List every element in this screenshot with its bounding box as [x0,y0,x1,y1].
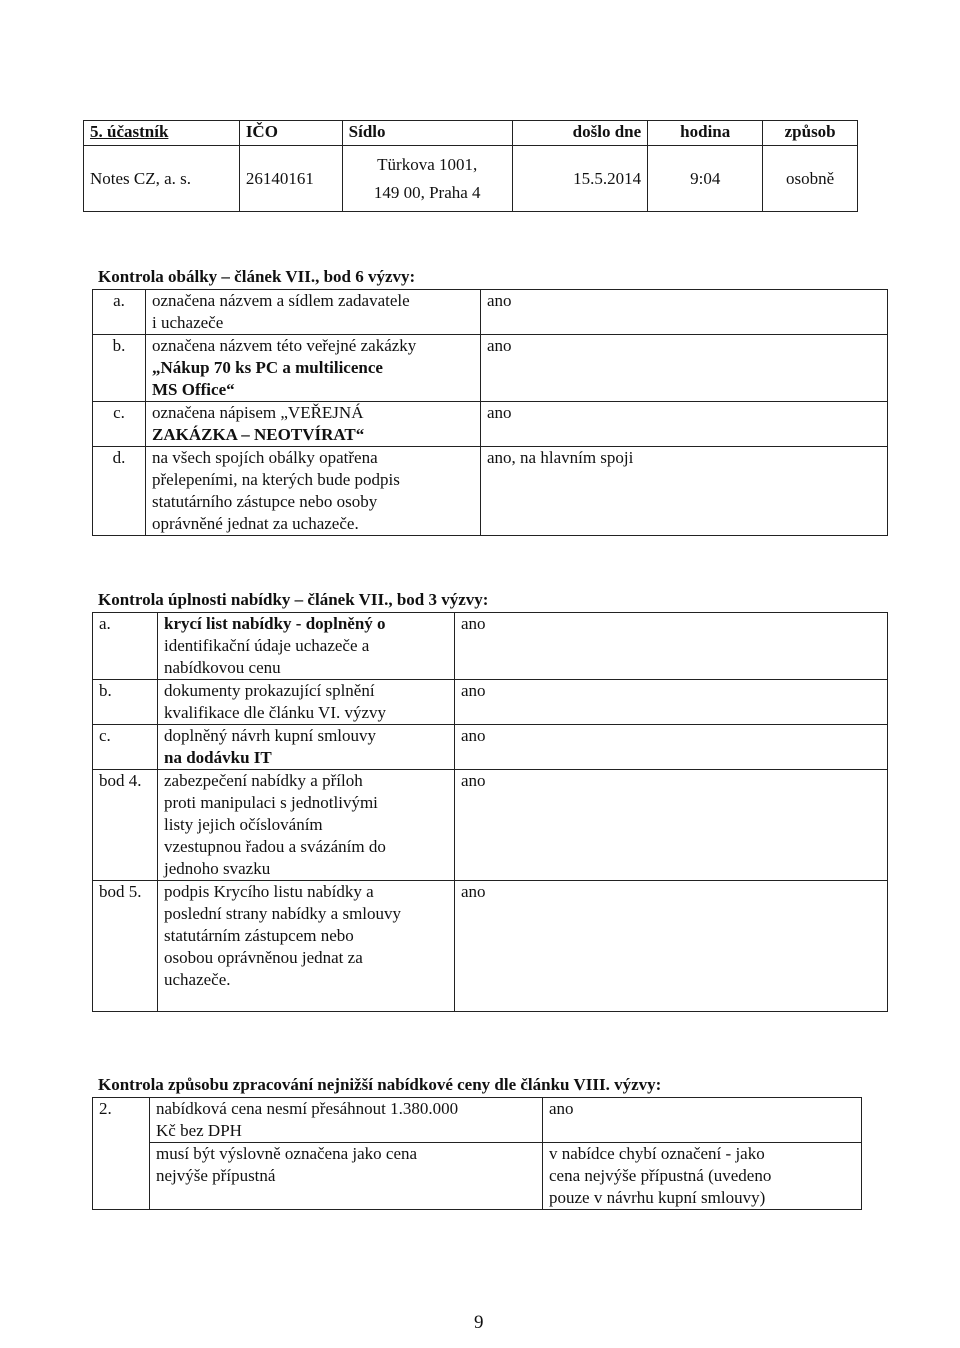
row-label: a. [93,290,146,335]
row-text-line: musí být výslovně označena jako cena [156,1144,418,1163]
row-text-line: označena názvem této veřejné zakázky [152,336,417,355]
row-text-line: kvalifikace dle článku VI. výzvy [164,703,387,722]
envelope-check-table [92,289,888,536]
row-text-line: ZAKÁZKA – NEOTVÍRAT“ [152,425,365,444]
row-text-line: poslední strany nabídky a smlouvy [164,904,402,923]
table-row [93,290,888,335]
row-label: b. [93,680,158,725]
participant-method: osobně [763,146,858,212]
row-text [158,725,455,770]
header-received-date: došlo dne [512,121,647,146]
row-text-line: jednoho svazku [164,859,271,878]
row-label: c. [93,402,146,447]
row-text-line: uchazeče. [164,970,231,989]
row-value: ano [481,402,888,447]
header-seat: Sídlo [342,121,512,146]
participant-ico: 26140161 [239,146,342,212]
participant-time: 9:04 [648,146,763,212]
price-check-title: Kontrola způsobu zpracování nejnižší nabídkové ceny dle článku VIII. výzvy: [98,1075,662,1094]
row-text-line: oprávněné jednat za uchazeče. [152,514,359,533]
row-text-line: podpis Krycího listu nabídky a [164,882,374,901]
table-row [93,447,888,536]
row-text-line: krycí list nabídky - doplněný o [164,614,386,633]
row-value: ano, na hlavním spoji [481,447,888,536]
row-value: ano [455,725,888,770]
row-value-line: pouze v návrhu kupní smlouvy) [549,1188,766,1207]
row-text-line: MS Office“ [152,380,235,399]
completeness-check-table [92,612,888,1012]
header-ico: IČO [239,121,342,146]
row-text-line: listy jejich očíslováním [164,815,323,834]
row-text-line: statutárním zástupcem nebo [164,926,354,945]
row-text-line: osobou oprávněnou jednat za [164,948,363,967]
table-row [93,725,888,770]
row-text-line: Kč bez DPH [156,1121,242,1140]
page-number: 9 [474,1312,484,1333]
table-row [93,1143,862,1210]
table-row [93,770,888,881]
row-value: ano [455,881,888,1012]
participant-address [342,146,512,212]
row-text [146,290,481,335]
row-text [150,1143,543,1210]
row-text-line: dokumenty prokazující splnění [164,681,375,700]
row-value: ano [481,335,888,402]
price-check-table [92,1097,862,1210]
header-hour: hodina [648,121,763,146]
row-text-line: na dodávku IT [164,748,272,767]
row-value: ano [455,613,888,680]
row-text-line: nejvýše přípustná [156,1166,276,1185]
participant-table [83,120,858,212]
row-text-line: označena názvem a sídlem zadavatele [152,291,410,310]
row-text [150,1098,543,1143]
row-text-line: nabídkovou cenu [164,658,281,677]
row-text [158,613,455,680]
row-text-line: proti manipulaci s jednotlivými [164,793,378,812]
row-text [158,770,455,881]
row-value: ano [455,770,888,881]
row-value-line: v nabídce chybí označení - jako [549,1144,765,1163]
row-text [146,402,481,447]
row-text-line: nabídková cena nesmí přesáhnout 1.380.000 [156,1099,459,1118]
row-label: bod 5. [93,881,158,1012]
address-line-1: Türkova 1001, [377,154,478,174]
row-text-line: identifikační údaje uchazeče a [164,636,370,655]
header-participant: 5. účastník [84,121,240,146]
row-label: d. [93,447,146,536]
row-value-line: cena nejvýše přípustná (uvedeno [549,1166,772,1185]
row-label: bod 4. [93,770,158,881]
table-row [93,613,888,680]
completeness-check-title: Kontrola úplnosti nabídky – článek VII., bod 3 výzvy: [98,590,489,609]
participant-header-row [84,121,858,146]
participant-row [84,146,858,212]
table-row [93,335,888,402]
table-row [93,881,888,1012]
row-value [543,1143,862,1210]
address-line-2: 149 00, Praha 4 [373,182,481,202]
row-value: ano [481,290,888,335]
table-row [93,680,888,725]
row-text-line: doplněný návrh kupní smlouvy [164,726,377,745]
row-text [158,881,455,1012]
row-value: ano [543,1098,862,1143]
row-label: 2. [93,1098,150,1210]
header-method: způsob [763,121,858,146]
row-text-line: vzestupnou řadou a svázáním do [164,837,386,856]
row-text [146,335,481,402]
table-row [93,1098,862,1143]
row-text-line: zabezpečení nabídky a příloh [164,771,363,790]
row-text-line: přelepeními, na kterých bude podpis [152,470,400,489]
row-text-line: i uchazeče [152,313,224,332]
row-text-line: na všech spojích obálky opatřena [152,448,378,467]
row-text-line: statutárního zástupce nebo osoby [152,492,378,511]
row-text-line: označena nápisem „VEŘEJNÁ [152,403,364,422]
row-label: b. [93,335,146,402]
row-value: ano [455,680,888,725]
participant-name: Notes CZ, a. s. [84,146,240,212]
row-label: a. [93,613,158,680]
row-text-line: „Nákup 70 ks PC a multilicence [152,358,383,377]
participant-date: 15.5.2014 [512,146,647,212]
row-text [158,680,455,725]
row-text [146,447,481,536]
envelope-check-title: Kontrola obálky – článek VII., bod 6 výzvy: [98,267,416,286]
row-label: c. [93,725,158,770]
table-row [93,402,888,447]
